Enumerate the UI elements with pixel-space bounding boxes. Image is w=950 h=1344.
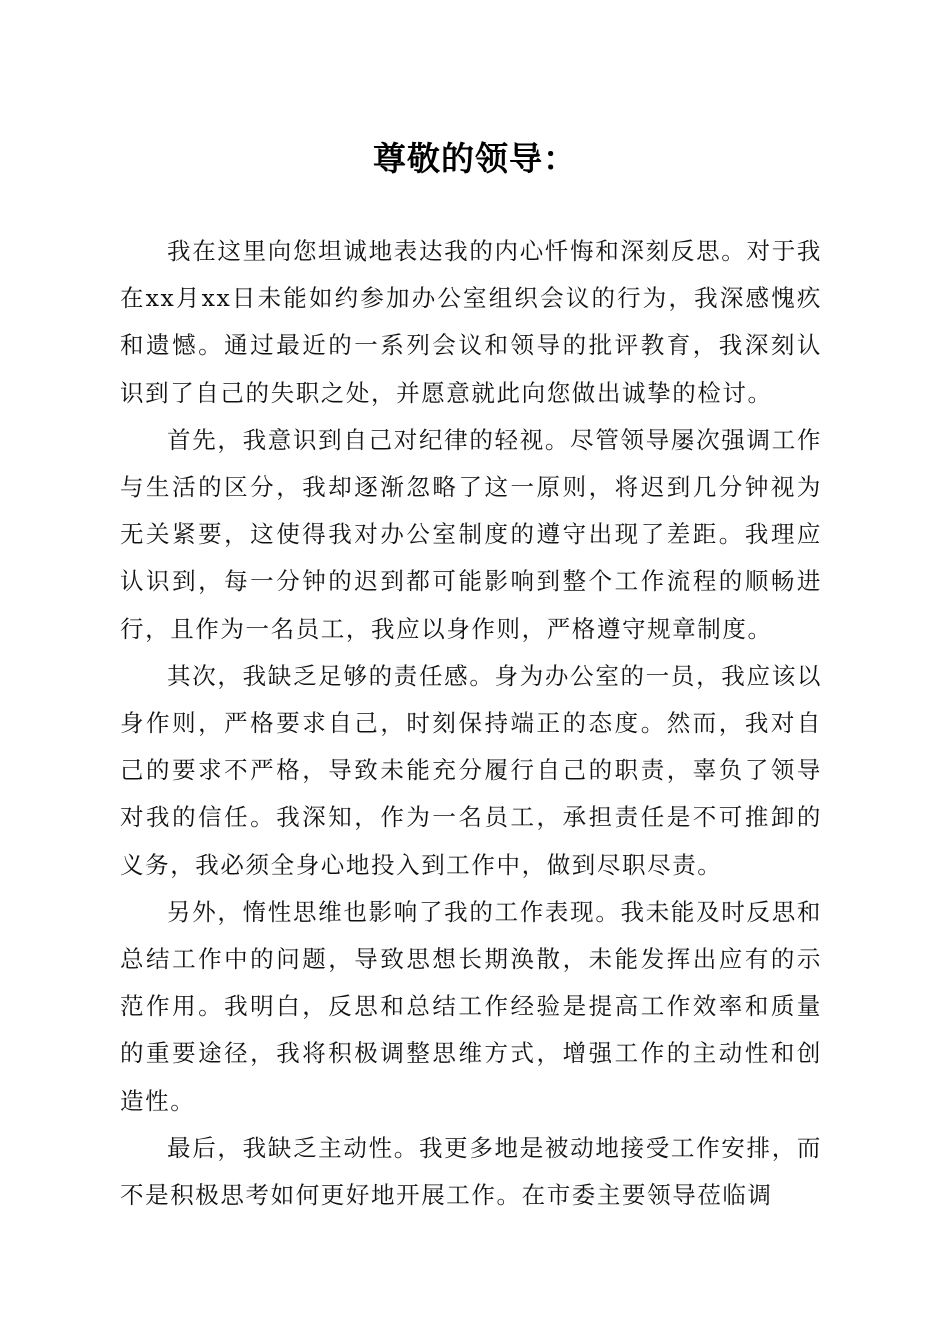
document-body [120, 228, 822, 1219]
paragraph-5: 最后，我缺乏主动性。我更多地是被动地接受工作安排，而不是积极思考如何更好地开展工作。在市委主要领导莅临调 [120, 1133, 822, 1210]
document-title: 尊敬的领导： [373, 139, 577, 178]
paragraph-4: 另外，惰性思维也影响了我的工作表现。我未能及时反思和总结工作中的问题，导致思想长期涣散，未能发挥出应有的示范作用。我明白，反思和总结工作经验是提高工作效率和质量的重要途径，我将积极调整思维方式，增强工作的主动性和创造性。 [120, 897, 822, 1115]
paragraph-3: 其次，我缺乏足够的责任感。身为办公室的一员，我应该以身作则，严格要求自己，时刻保持端正的态度。然而，我对自己的要求不严格，导致未能充分履行自己的职责，辜负了领导对我的信任。我深知，作为一名员工，承担责任是不可推卸的义务，我必须全身心地投入到工作中，做到尽职尽责。 [120, 661, 822, 879]
paragraph-1: 我在这里向您坦诚地表达我的内心忏悔和深刻反思。对于我在xx月xx日未能如约参加办公室组织会议的行为，我深感愧疚和遗憾。通过最近的一系列会议和领导的批评教育，我深刻认识到了自己的失职之处，并愿意就此向您做出诚挚的检讨。 [120, 237, 822, 407]
paragraph-2: 首先，我意识到自己对纪律的轻视。尽管领导屡次强调工作与生活的区分，我却逐渐忽略了这一原则，将迟到几分钟视为无关紧要，这使得我对办公室制度的遵守出现了差距。我理应认识到，每一分钟的迟到都可能影响到整个工作流程的顺畅进行，且作为一名员工，我应以身作则，严格遵守规章制度。 [120, 425, 822, 643]
